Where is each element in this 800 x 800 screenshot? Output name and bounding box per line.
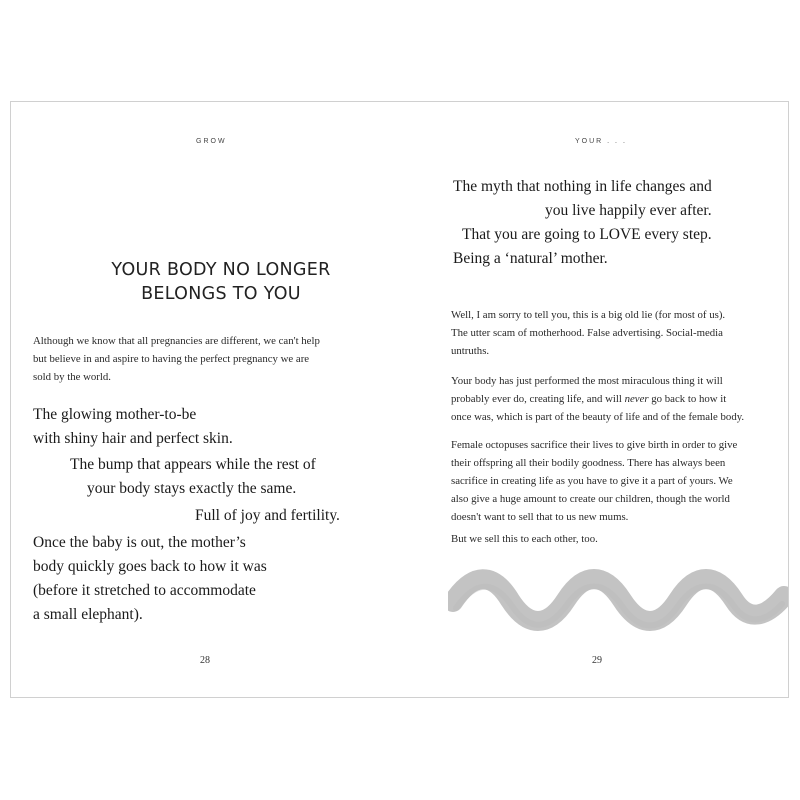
para-line: once was, which is part of the beauty of life and of the female body.: [451, 411, 745, 423]
para-line: sacrifice in creating life as you have to give it a part of yours. We: [451, 475, 733, 487]
brush-stroke-wave-icon: [448, 560, 788, 640]
pull-line: your body stays exactly the same.: [87, 480, 297, 497]
emphasis-never: never: [624, 393, 649, 405]
chapter-title: [51, 258, 391, 306]
pull-line: Being a ‘natural’ mother.: [453, 250, 608, 267]
pull-line: you live happily ever after.: [545, 202, 712, 219]
intro-line: but believe in and aspire to having the perfect pregnancy we are: [33, 353, 310, 365]
para-line: But we sell this to each other, too.: [451, 533, 598, 545]
intro-line: sold by the world.: [33, 371, 111, 383]
pull-line: The myth that nothing in life changes and: [453, 178, 712, 195]
right-running-head: YOUR . . .: [575, 138, 627, 145]
pull-line: (before it stretched to accommodate: [33, 582, 256, 599]
pull-line: Full of joy and fertility.: [195, 507, 340, 524]
pull-line: The bump that appears while the rest of: [70, 456, 316, 473]
para-line: [451, 390, 726, 408]
para-line: their offspring all their bodily goodness. There has always been: [451, 457, 726, 469]
pull-line: Once the baby is out, the mother’s: [33, 534, 246, 551]
left-running-head: GROW: [196, 138, 227, 145]
para-line: untruths.: [451, 345, 490, 357]
pull-line: That you are going to LOVE every step.: [462, 226, 712, 243]
para-line: Well, I am sorry to tell you, this is a big old lie (for most of us).: [451, 309, 726, 321]
para-text: go back to how it: [648, 393, 727, 405]
intro-paragraph: [33, 332, 363, 388]
pull-line: with shiny hair and perfect skin.: [33, 430, 233, 447]
pull-line: body quickly goes back to how it was: [33, 558, 267, 575]
intro-line: Although we know that all pregnancies are different, we can't help: [33, 335, 320, 347]
para-line: also give a huge amount to create our children, though the world: [451, 493, 730, 505]
pull-line: The glowing mother-to-be: [33, 406, 197, 423]
chapter-title-line-2: BELONGS TO YOU: [141, 284, 301, 304]
para-line: Female octopuses sacrifice their lives to give birth in order to give: [451, 439, 738, 451]
left-page-number: 28: [200, 655, 210, 666]
para-line: Your body has just performed the most miraculous thing it will: [451, 375, 723, 387]
para-text: probably ever do, creating life, and will: [451, 393, 625, 405]
right-page-number: 29: [592, 655, 602, 666]
para-line: doesn't want to sell that to us new mums.: [451, 511, 629, 523]
chapter-title-line-1: YOUR BODY NO LONGER: [111, 260, 331, 280]
pull-line: a small elephant).: [33, 606, 143, 623]
book-spread: [10, 101, 789, 698]
para-line: The utter scam of motherhood. False advertising. Social-media: [451, 327, 723, 339]
